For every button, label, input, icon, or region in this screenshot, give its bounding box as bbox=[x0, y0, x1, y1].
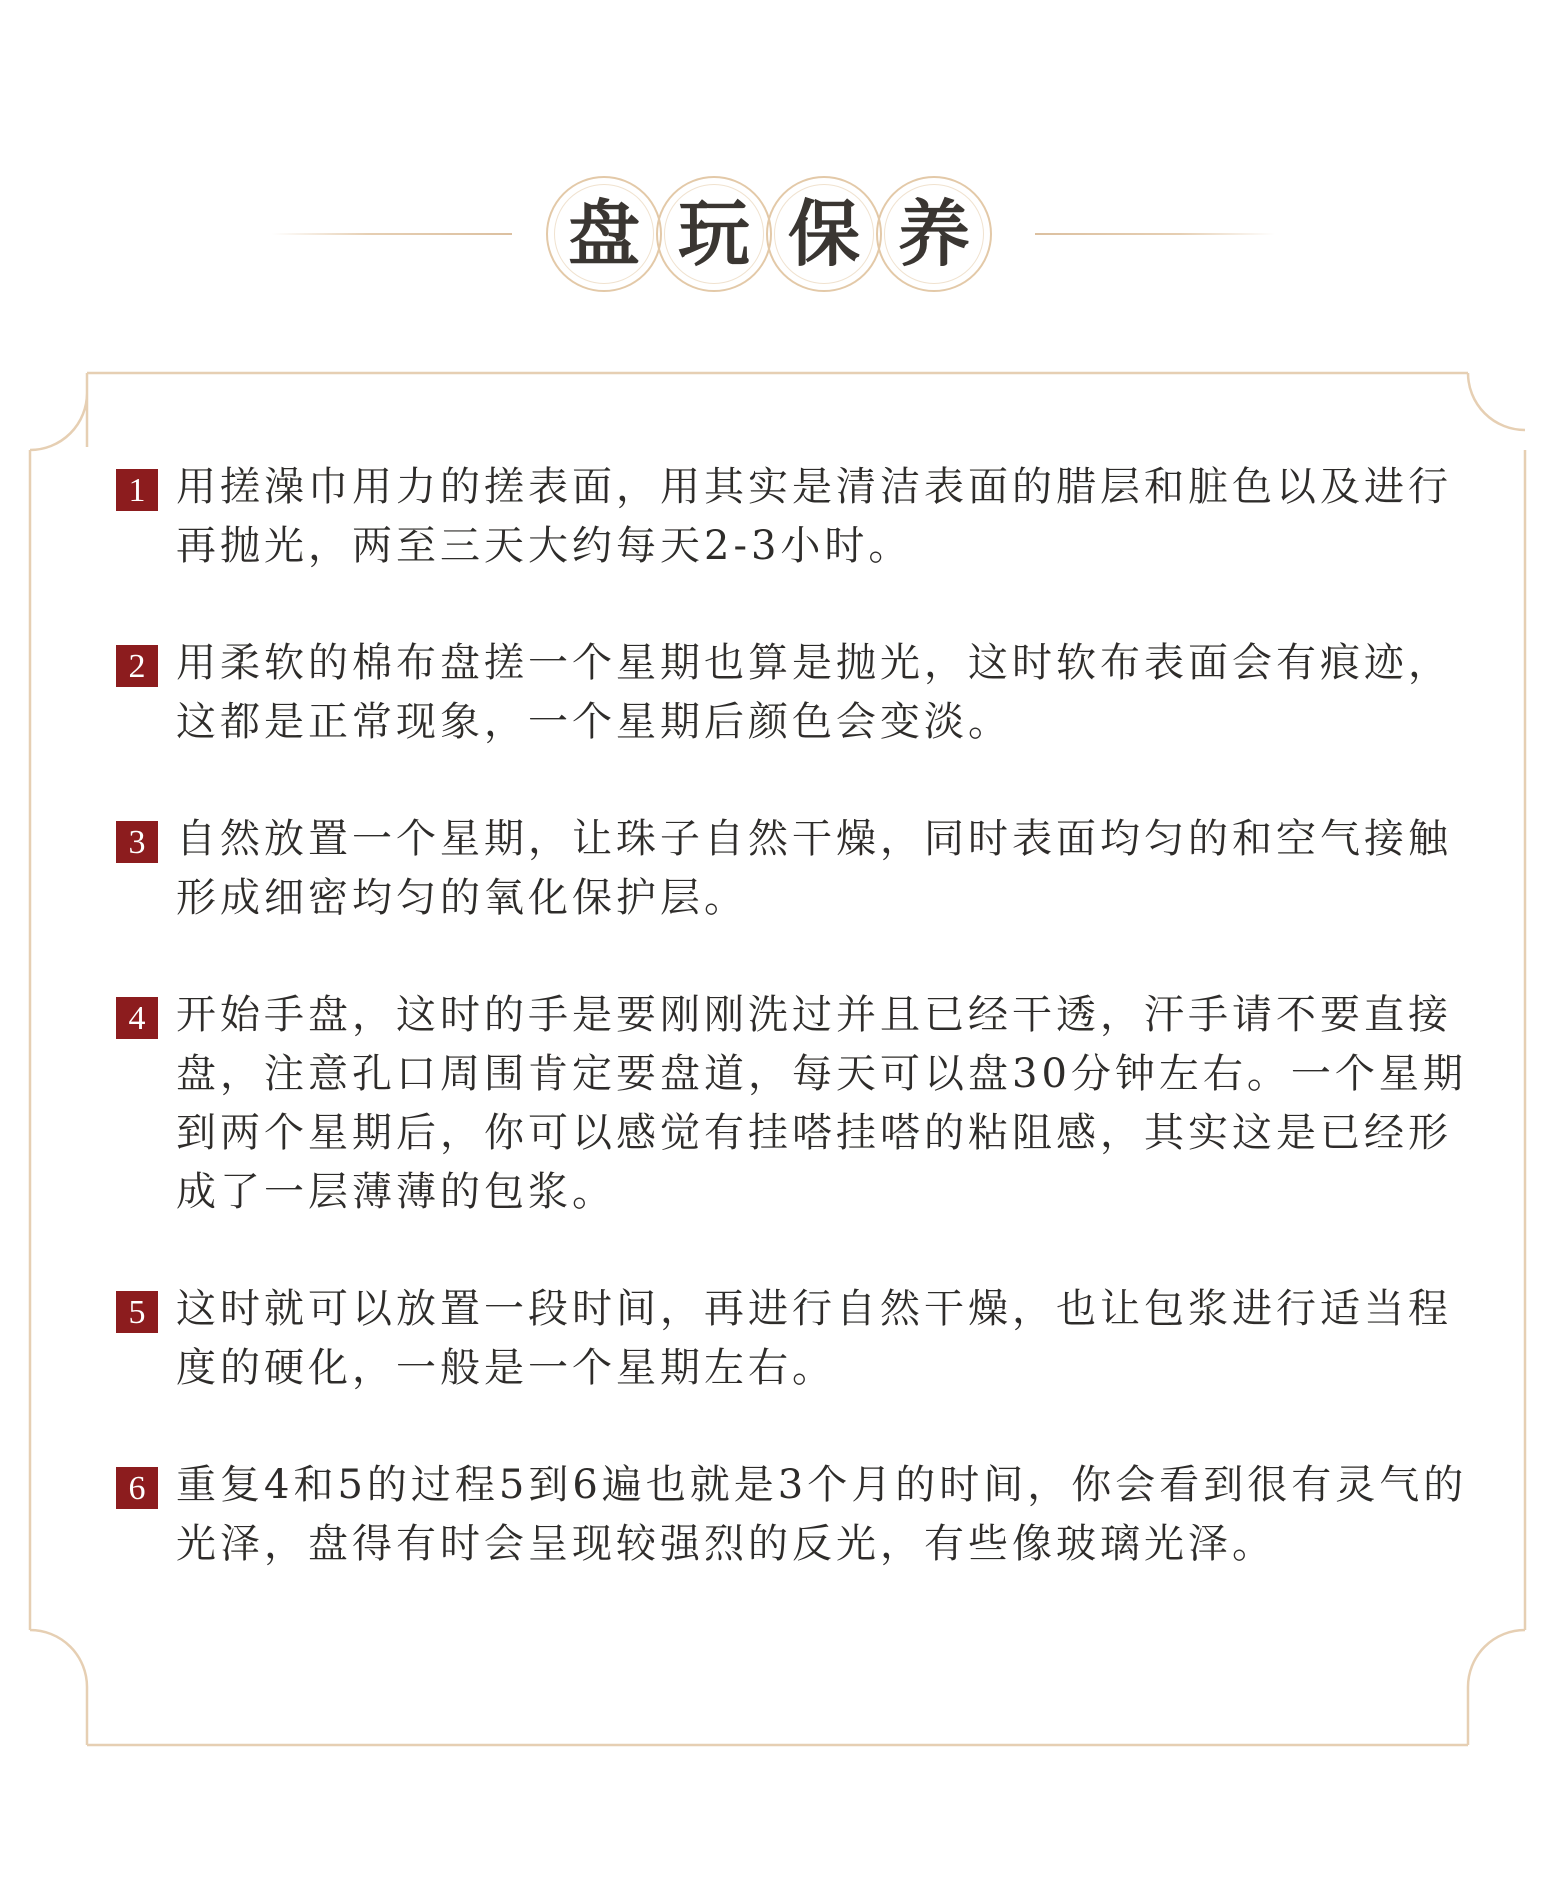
list-item bbox=[116, 810, 1476, 928]
step-text: 用搓澡巾用力的搓表面，用其实是清洁表面的腊层和脏色以及进行再抛光，两至三天大约每天2-3小时。 bbox=[176, 464, 1452, 569]
step-number-badge: 3 bbox=[116, 821, 158, 863]
title-char: 盘 bbox=[567, 191, 640, 276]
title-char: 养 bbox=[897, 191, 970, 276]
list-item bbox=[116, 458, 1476, 576]
step-text: 自然放置一个星期，让珠子自然干燥，同时表面均匀的和空气接触形成细密均匀的氧化保护层。 bbox=[176, 816, 1452, 921]
care-steps-list bbox=[116, 458, 1476, 1574]
step-number-badge: 6 bbox=[116, 1467, 158, 1509]
step-text: 这时就可以放置一段时间，再进行自然干燥，也让包浆进行适当程度的硬化，一般是一个星期左右。 bbox=[176, 1286, 1452, 1391]
list-item bbox=[116, 1456, 1476, 1574]
step-text: 重复4和5的过程5到6遍也就是3个月的时间，你会看到很有灵气的光泽，盘得有时会呈现较强烈的反光，有些像玻璃光泽。 bbox=[176, 1462, 1468, 1567]
step-text: 开始手盘，这时的手是要刚刚洗过并且已经干透，汗手请不要直接盘，注意孔口周围肯定要盘道，每天可以盘30分钟左右。一个星期到两个星期后，你可以感觉有挂嗒挂嗒的粘阻感，其实这是已经形成了一层薄薄的包浆。 bbox=[176, 992, 1467, 1215]
step-number-badge: 4 bbox=[116, 997, 158, 1039]
title-char: 玩 bbox=[677, 191, 750, 276]
list-item bbox=[116, 986, 1476, 1222]
step-number-badge: 1 bbox=[116, 469, 158, 511]
list-item bbox=[116, 1280, 1476, 1398]
step-number-badge: 2 bbox=[116, 645, 158, 687]
step-number-badge: 5 bbox=[116, 1291, 158, 1333]
list-item bbox=[116, 634, 1476, 752]
step-text: 用柔软的棉布盘搓一个星期也算是抛光，这时软布表面会有痕迹，这都是正常现象，一个星期后颜色会变淡。 bbox=[176, 640, 1452, 745]
title-char: 保 bbox=[787, 191, 860, 276]
